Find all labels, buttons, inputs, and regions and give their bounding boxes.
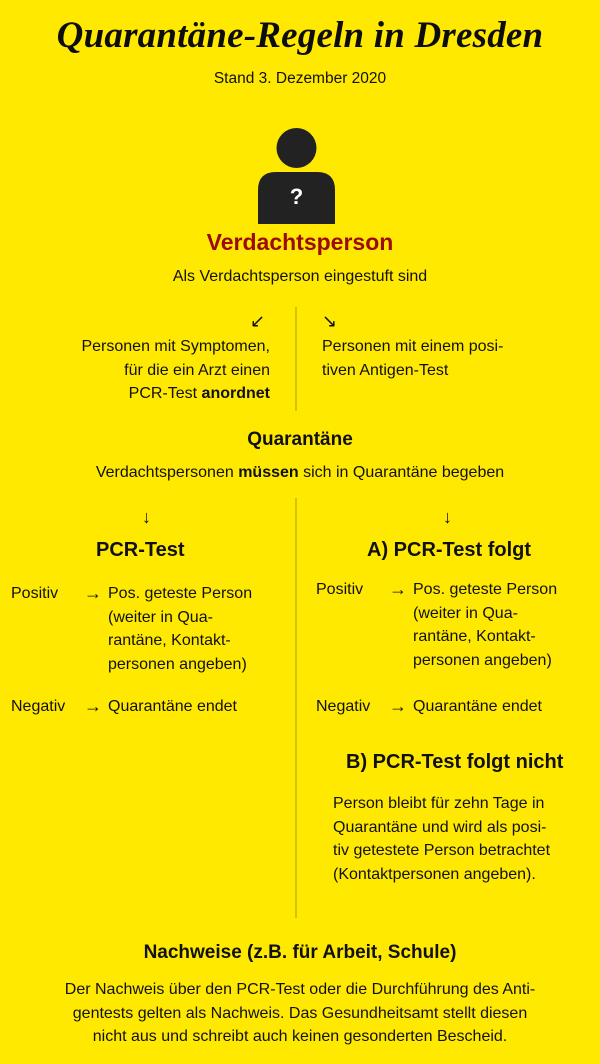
arrow-right-icon: →: [84, 583, 102, 603]
divider-main: [295, 498, 297, 918]
proof-text: Der Nachweis über den PCR-Test oder die Durchführung des Anti- gentests gelten als Nachweis. Das Gesundheitsamt stellt diesen nicht aus und schreibt auch keinen gesonderten Bescheid.: [64, 981, 536, 1045]
pcr-follows-negative-result: [316, 695, 596, 719]
date-subtitle: Stand 3. Dezember 2020: [213, 70, 387, 87]
person-question-icon: [258, 128, 335, 224]
positive-outcome: Pos. geteste Person (weiter in Qua- rantäne, Kontakt- personen angeben): [108, 585, 253, 673]
suspect-intro-text: Als Verdachtsperson eingestuft sind: [172, 268, 428, 285]
negative-label: Negativ: [316, 698, 371, 715]
question-mark-glyph: ?: [289, 184, 304, 209]
pcr-not-follows-text: Person bleibt für zehn Tage in Quarantäne und wird als posi- tiv getestete Person betrachtet (Kontaktpersonen angeben).: [333, 795, 551, 883]
criteria-line: Personen mit Symptomen,: [81, 338, 270, 355]
suspect-criteria-symptoms: [20, 335, 270, 406]
negative-outcome: Quarantäne endet: [108, 698, 237, 715]
negative-outcome: Quarantäne endet: [413, 698, 542, 715]
arrow-right-icon: →: [84, 696, 102, 716]
arrow-right-icon: →: [389, 696, 407, 716]
arrow-down-left-icon: ↙: [250, 311, 266, 331]
pcr-negative-result: [11, 695, 291, 719]
arrow-right-icon: →: [389, 579, 407, 599]
criteria-line: tiven Antigen-Test: [322, 361, 449, 379]
arrow-down-right-icon: ↘: [322, 311, 338, 331]
positive-outcome: Pos. geteste Person (weiter in Qua- rantäne, Kontakt- personen angeben): [413, 581, 558, 669]
criteria-line: PCR-Test anordnet: [128, 385, 270, 402]
criteria-line: Personen mit einem posi-: [322, 338, 504, 355]
quarantine-text: Verdachtspersonen müssen sich in Quarantäne begeben: [95, 464, 505, 481]
positive-label: Positiv: [11, 585, 59, 602]
divider-top: [295, 307, 297, 411]
arrow-down-icon: ↓: [142, 507, 151, 527]
pcr-positive-result: [11, 582, 291, 676]
positive-label: Positiv: [316, 581, 364, 598]
pcr-follows-positive-result: [316, 578, 596, 672]
page-title: Quarantäne-Regeln in Dresden: [56, 15, 544, 56]
pcr-not-follows-heading: B) PCR-Test folgt nicht: [346, 751, 564, 773]
proof-heading: Nachweise (z.B. für Arbeit, Schule): [143, 942, 457, 963]
pcr-follows-heading: A) PCR-Test folgt: [367, 539, 532, 561]
negative-label: Negativ: [11, 698, 66, 715]
criteria-line: für die ein Arzt einen: [124, 361, 270, 379]
suspect-heading: Verdachtsperson: [206, 229, 394, 255]
suspect-criteria-antigen: [322, 335, 582, 382]
quarantine-heading: Quarantäne: [247, 429, 353, 450]
arrow-down-icon: ↓: [443, 507, 452, 527]
pcr-test-heading: PCR-Test: [96, 539, 185, 561]
